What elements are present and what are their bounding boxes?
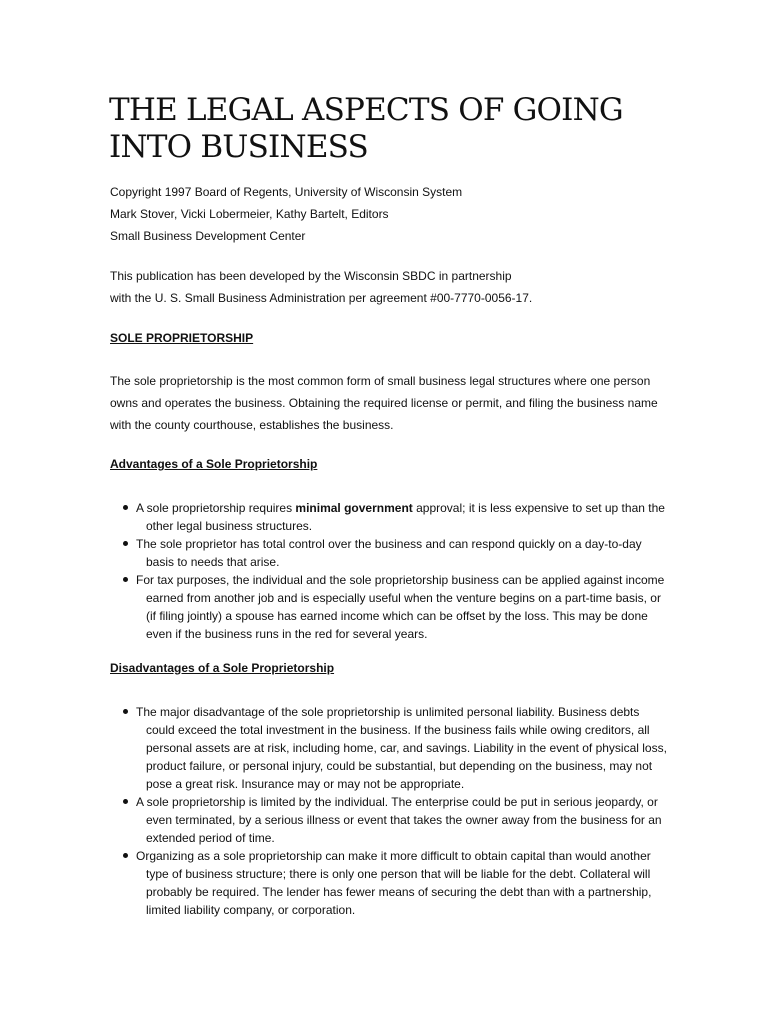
editors-line: Mark Stover, Vicki Lobermeier, Kathy Bartelt, Editors — [110, 207, 389, 221]
list-item — [122, 847, 672, 919]
partnership-note — [110, 265, 532, 309]
list-item-line: pose a great risk. Insurance may or may not be appropriate. — [146, 777, 465, 791]
intro-line: owns and operates the business. Obtaining the required license or permit, and filing the business name — [110, 396, 658, 410]
section-intro — [110, 370, 670, 436]
advantages-list — [122, 499, 672, 643]
list-item-line: other legal business structures. — [146, 519, 313, 533]
list-item — [122, 793, 672, 847]
list-item — [122, 499, 672, 535]
list-item-line: extended period of time. — [146, 831, 275, 845]
partnership-line-1: This publication has been developed by the Wisconsin SBDC in partnership — [110, 269, 512, 283]
list-item-first-line: The sole proprietor has total control over the business and can respond quickly on a day-to-day — [136, 537, 642, 551]
list-item-line: (if filing jointly) a spouse has earned income which can be offset by the loss. This may be done — [146, 609, 648, 623]
center-line: Small Business Development Center — [110, 229, 306, 243]
document-title: THE LEGAL ASPECTS OF GOING INTO BUSINESS — [109, 92, 623, 165]
list-item-first-line: A sole proprietorship requires minimal government approval; it is less expensive to set up than the — [136, 501, 665, 515]
disadvantages-heading: Disadvantages of a Sole Proprietorship — [110, 661, 335, 675]
advantages-heading: Advantages of a Sole Proprietorship — [110, 457, 318, 471]
section-heading: SOLE PROPRIETORSHIP — [110, 331, 254, 345]
list-item-first-line: Organizing as a sole proprietorship can make it more difficult to obtain capital than would another — [136, 849, 651, 863]
list-item-line: limited liability company, or corporation. — [146, 903, 356, 917]
intro-line: with the county courthouse, establishes the business. — [110, 418, 394, 432]
list-item — [122, 703, 672, 793]
list-item-line: earned from another job and is especially useful when the venture begins on a part-time basis, or — [146, 591, 661, 605]
list-item-line: personal assets are at risk, including home, car, and savings. Liability in the event of physical loss, — [146, 741, 667, 755]
list-item — [122, 571, 672, 643]
copyright-line: Copyright 1997 Board of Regents, University of Wisconsin System — [110, 185, 463, 199]
emphasis-text: minimal government — [295, 501, 413, 515]
intro-line: The sole proprietorship is the most common form of small business legal structures where one person — [110, 374, 651, 388]
list-item-line: type of business structure; there is only one person that will be liable for the debt. Collateral will — [146, 867, 651, 881]
list-item-line: product failure, or personal injury, could be substantial, but depending on the business, may not — [146, 759, 653, 773]
publication-info — [110, 181, 462, 247]
disadvantages-list — [122, 703, 672, 919]
list-item-first-line: A sole proprietorship is limited by the individual. The enterprise could be put in serious jeopardy, or — [136, 795, 658, 809]
list-item — [122, 535, 672, 571]
partnership-line-2: with the U. S. Small Business Administration per agreement #00-7770-0056-17. — [110, 291, 533, 305]
list-item-line: basis to needs that arise. — [146, 555, 280, 569]
list-item-line: even if the business runs in the red for several years. — [146, 627, 428, 641]
list-item-line: even terminated, by a serious illness or event that takes the owner away from the business for an — [146, 813, 662, 827]
list-item-line: probably be required. The lender has fewer means of securing the debt than with a partnership, — [146, 885, 652, 899]
list-item-first-line: For tax purposes, the individual and the sole proprietorship business can be applied against income — [136, 573, 665, 587]
list-item-first-line: The major disadvantage of the sole proprietorship is unlimited personal liability. Business debts — [136, 705, 640, 719]
list-item-line: could exceed the total investment in the business. If the business fails while owing creditors, all — [146, 723, 650, 737]
